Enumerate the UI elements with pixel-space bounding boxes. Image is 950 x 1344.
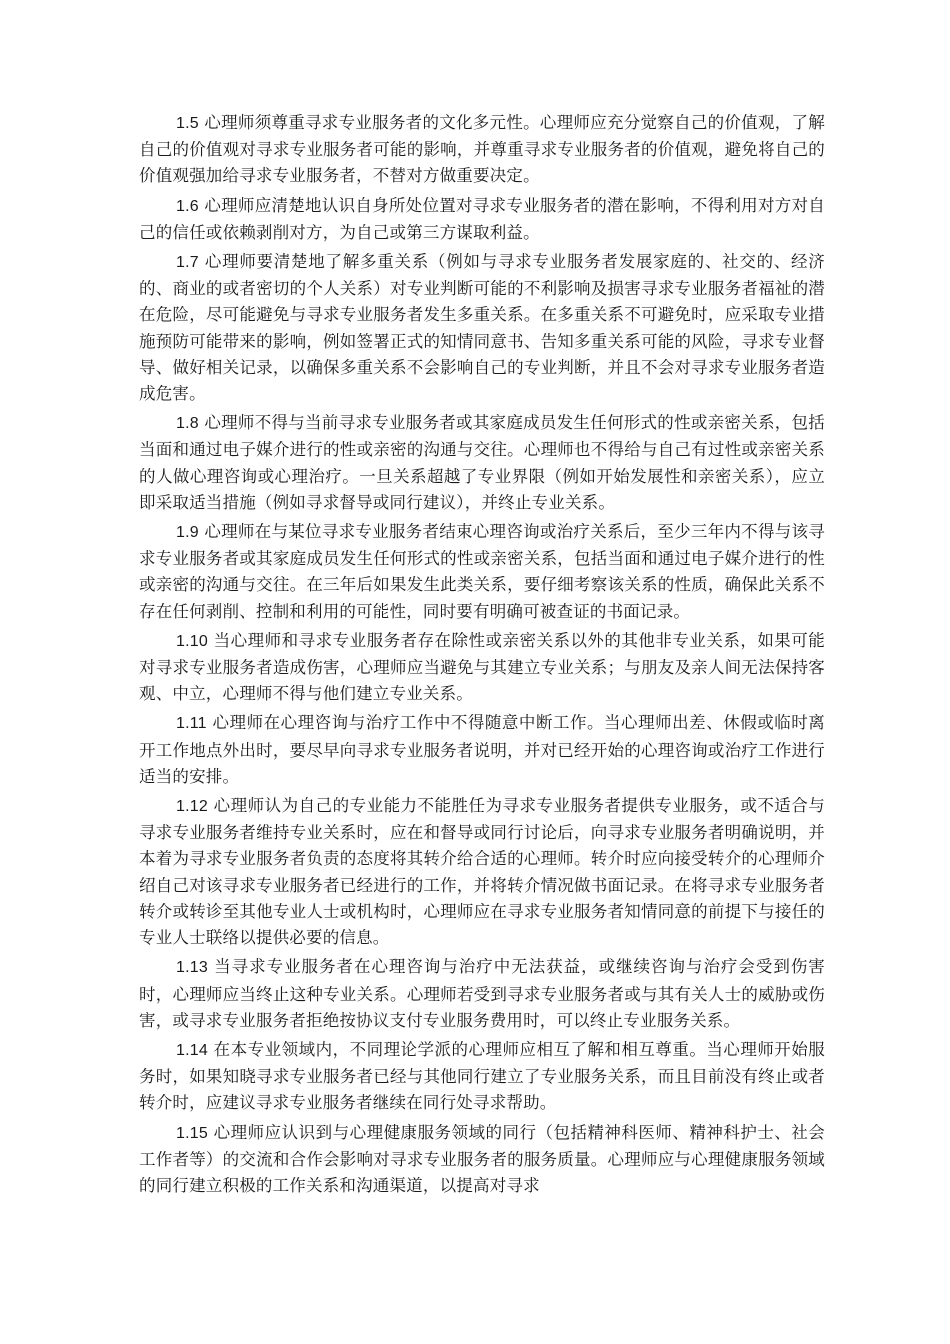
- paragraph-1-7: [139, 249, 825, 407]
- clause-text: 心理师不得与当前寻求专业服务者或其家庭成员发生任何形式的性或亲密关系，包括当面和通过电子媒介进行的性或亲密的沟通与交往。心理师也不得给与自己有过性或亲密关系的人做心理咨询或心理治疗。一旦关系超越了专业界限（例如开始发展性和亲密关系），应立即采取适当措施（例如寻求督导或同行建议），并终止专业关系。: [139, 413, 825, 512]
- clause-number: 1.10: [176, 632, 208, 650]
- paragraph-1-12: [139, 793, 825, 951]
- clause-number: 1.9: [176, 524, 199, 542]
- clause-text: 心理师认为自己的专业能力不能胜任为寻求专业服务者提供专业服务，或不适合与寻求专业服务者维持专业关系时，应在和督导或同行讨论后，向寻求专业服务者明确说明，并本着为寻求专业服务者负责的态度将其转介给合适的心理师。转介时应向接受转介的心理师介绍自己对该寻求专业服务者已经进行的工作，并将转介情况做书面记录。在将寻求专业服务者转介或转诊至其他专业人士或机构时，心理师应在寻求专业服务者知情同意的前提下与接任的专业人士联络以提供必要的信息。: [139, 796, 825, 948]
- paragraph-1-15: [139, 1120, 825, 1200]
- clause-number: 1.11: [176, 715, 207, 733]
- clause-text: 当心理师和寻求专业服务者存在除性或亲密关系以外的其他非专业关系，如果可能对寻求专业服务者造成伤害，心理师应当避免与其建立专业关系；与朋友及亲人间无法保持客观、中立，心理师不得与他们建立专业关系。: [139, 630, 825, 704]
- clause-number: 1.6: [176, 197, 199, 215]
- clause-text: 心理师应清楚地认识自身所处位置对寻求专业服务者的潜在影响，不得利用对方对自己的信任或依赖剥削对方，为自己或第三方谋取利益。: [139, 195, 825, 242]
- paragraph-1-10: [139, 628, 825, 708]
- clause-text: 心理师须尊重寻求专业服务者的文化多元性。心理师应充分觉察自己的价值观，了解自己的价值观对寻求专业服务者可能的影响，并尊重寻求专业服务者的价值观，避免将自己的价值观强加给寻求专业服务者，不替对方做重要决定。: [139, 113, 825, 186]
- paragraph-1-9: [139, 519, 825, 625]
- paragraph-1-11: [139, 710, 825, 790]
- paragraph-1-14: [139, 1037, 825, 1117]
- clause-text: 心理师要清楚地了解多重关系（例如与寻求专业服务者发展家庭的、社交的、经济的、商业的或者密切的个人关系）对专业判断可能的不利影响及损害寻求专业服务者福祉的潜在危险，尽可能避免与寻求专业服务者发生多重关系。在多重关系不可避免时，应采取专业措施预防可能带来的影响，例如签署正式的知情同意书、告知多重关系可能的风险，寻求专业督导、做好相关记录，以确保多重关系不会影响自己的专业判断，并且不会对寻求专业服务者造成危害。: [139, 252, 825, 404]
- clause-number: 1.8: [176, 415, 199, 433]
- paragraph-1-5: [139, 110, 825, 190]
- clause-number: 1.13: [176, 959, 208, 977]
- paragraph-1-8: [139, 410, 825, 516]
- clause-number: 1.5: [176, 115, 199, 132]
- clause-number: 1.7: [176, 254, 199, 272]
- clause-number: 1.12: [176, 798, 208, 816]
- clause-number: 1.15: [176, 1124, 208, 1142]
- paragraph-1-6: [139, 193, 825, 246]
- clause-text: 在本专业领域内，不同理论学派的心理师应相互了解和相互尊重。当心理师开始服务时，如果知晓寻求专业服务者已经与其他同行建立了专业服务关系，而且目前没有终止或者转介时，应建议寻求专业服务者继续在同行处寻求帮助。: [139, 1039, 825, 1113]
- clause-text: 心理师应认识到与心理健康服务领域的同行（包括精神科医师、精神科护士、社会工作者等）的交流和合作会影响对寻求专业服务者的服务质量。心理师应与心理健康服务领域的同行建立积极的工作关系和沟通渠道，以提高对寻求: [139, 1122, 825, 1195]
- clause-text: 当寻求专业服务者在心理咨询与治疗中无法获益，或继续咨询与治疗会受到伤害时，心理师应当终止这种专业关系。心理师若受到寻求专业服务者或与其有关人士的威胁或伤害，或寻求专业服务者拒绝按协议支付专业服务费用时，可以终止专业服务关系。: [139, 957, 825, 1030]
- clause-number: 1.14: [176, 1041, 208, 1059]
- clause-text: 心理师在心理咨询与治疗工作中不得随意中断工作。当心理师出差、休假或临时离开工作地点外出时，要尽早向寻求专业服务者说明，并对已经开始的心理咨询或治疗工作进行适当的安排。: [139, 713, 825, 786]
- document-page: [139, 110, 825, 1202]
- clause-text: 心理师在与某位寻求专业服务者结束心理咨询或治疗关系后，至少三年内不得与该寻求专业服务者或其家庭成员发生任何形式的性或亲密关系，包括当面和通过电子媒介进行的性或亲密的沟通与交往。在三年后如果发生此类关系，要仔细考察该关系的性质，确保此关系不存在任何剥削、控制和利用的可能性，同时要有明确可被查证的书面记录。: [139, 522, 825, 621]
- paragraph-1-13: [139, 954, 825, 1034]
